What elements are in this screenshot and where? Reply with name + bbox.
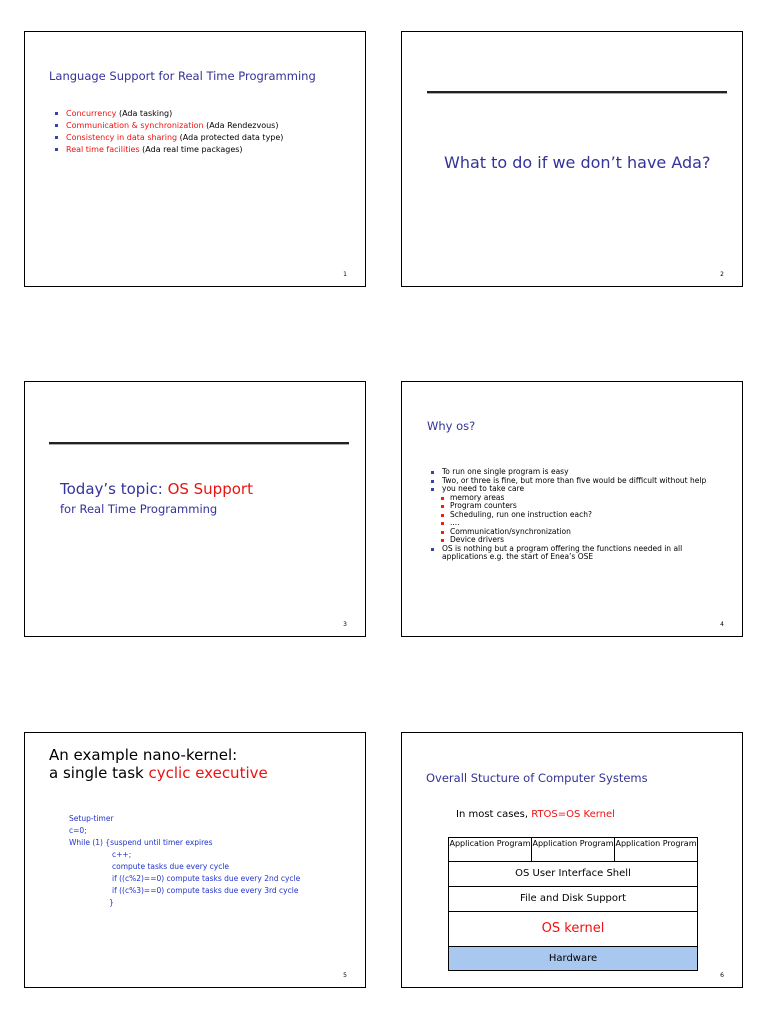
slide-4-title: Why os? xyxy=(427,419,476,433)
bullet-term: Consistency in data sharing xyxy=(66,133,178,142)
code-line: if ((c%2)==0) compute tasks due every 2nd cycle xyxy=(112,874,301,883)
title-line-1: An example nano-kernel: xyxy=(49,746,238,764)
title-rule xyxy=(49,442,349,444)
slide-2-title: What to do if we don’t have Ada? xyxy=(444,153,711,172)
title-emphasis: cyclic executive xyxy=(148,764,268,782)
code-line: Setup-timer xyxy=(69,814,114,823)
slide-1-bullet xyxy=(52,120,352,132)
slide-3-subtitle: for Real Time Programming xyxy=(60,502,218,516)
slide-4-sub-bullet: Scheduling, run one instruction each? xyxy=(428,511,728,520)
slide-number: 2 xyxy=(720,271,724,278)
subtitle-lead: In most cases, xyxy=(456,809,532,820)
code-line: c++; xyxy=(112,850,132,859)
slide-6-subtitle xyxy=(456,809,615,820)
slide-1-bullet-list xyxy=(52,108,352,156)
title-emphasis: OS Support xyxy=(167,480,253,498)
code-line: c=0; xyxy=(69,826,87,835)
bullet-detail: (Ada tasking) xyxy=(116,109,173,118)
slide-number: 1 xyxy=(343,271,347,278)
slide-4-sub-bullet: memory areas xyxy=(428,494,728,503)
title-lead: Today’s topic: xyxy=(60,480,168,498)
slide-4 xyxy=(401,381,743,637)
subtitle-emphasis: RTOS=OS Kernel xyxy=(531,809,615,820)
application-program-box: Application Program xyxy=(531,838,614,861)
hardware-layer: Hardware xyxy=(449,946,697,970)
bullet-term: Communication & synchronization xyxy=(66,121,204,130)
slide-number: 6 xyxy=(720,972,724,979)
slide-number: 3 xyxy=(343,621,347,628)
title-lead: a single task xyxy=(49,764,149,782)
title-line-2 xyxy=(49,764,268,782)
slide-1-title: Language Support for Real Time Programming xyxy=(49,69,316,83)
slide-5 xyxy=(24,732,366,988)
os-structure-diagram xyxy=(448,837,698,971)
slide-number: 5 xyxy=(343,972,347,979)
slide-4-bullet-list xyxy=(428,468,728,562)
slide-6 xyxy=(401,732,743,988)
slide-5-title xyxy=(49,746,268,782)
os-shell-layer: OS User Interface Shell xyxy=(449,861,697,886)
code-line: if ((c%3)==0) compute tasks due every 3rd cycle xyxy=(112,886,299,895)
application-program-box: Application Program xyxy=(614,838,697,861)
slide-1 xyxy=(24,31,366,287)
code-line: While (1) {suspend until timer expires xyxy=(69,838,213,847)
os-kernel-layer: OS kernel xyxy=(449,911,697,946)
slide-4-bullet: OS is nothing but a program offering the functions needed in all applications e.g. the start of Enea’s OSE xyxy=(428,545,728,562)
slide-4-bullet: you need to take care xyxy=(428,485,728,494)
slide-4-sub-bullet: .... xyxy=(428,519,728,528)
slide-4-sub-bullet: Program counters xyxy=(428,502,728,511)
slide-3 xyxy=(24,381,366,637)
bullet-detail: (Ada Rendezvous) xyxy=(203,121,279,130)
bullet-term: Real time facilities xyxy=(66,145,140,154)
application-layer xyxy=(449,838,697,861)
code-block xyxy=(69,813,300,909)
code-line: compute tasks due every cycle xyxy=(112,862,230,871)
bullet-term: Concurrency xyxy=(66,109,117,118)
title-rule xyxy=(427,91,727,93)
slide-4-sub-bullet: Communication/synchronization xyxy=(428,528,728,537)
slide-6-title: Overall Stucture of Computer Systems xyxy=(426,771,648,785)
application-program-box: Application Program xyxy=(449,839,531,848)
bullet-detail: (Ada protected data type) xyxy=(177,133,284,142)
slide-4-sub-bullet: Device drivers xyxy=(428,536,728,545)
slide-4-bullet: Two, or three is fine, but more than five would be difficult without help xyxy=(428,477,728,486)
slide-2 xyxy=(401,31,743,287)
slide-3-title xyxy=(60,480,253,498)
slide-1-bullet xyxy=(52,108,352,120)
file-disk-layer: File and Disk Support xyxy=(449,886,697,911)
slide-4-bullet: To run one single program is easy xyxy=(428,468,728,477)
slide-1-bullet xyxy=(52,132,352,144)
code-line: } xyxy=(109,898,114,907)
slide-number: 4 xyxy=(720,621,724,628)
slide-1-bullet xyxy=(52,144,352,156)
bullet-detail: (Ada real time packages) xyxy=(139,145,243,154)
